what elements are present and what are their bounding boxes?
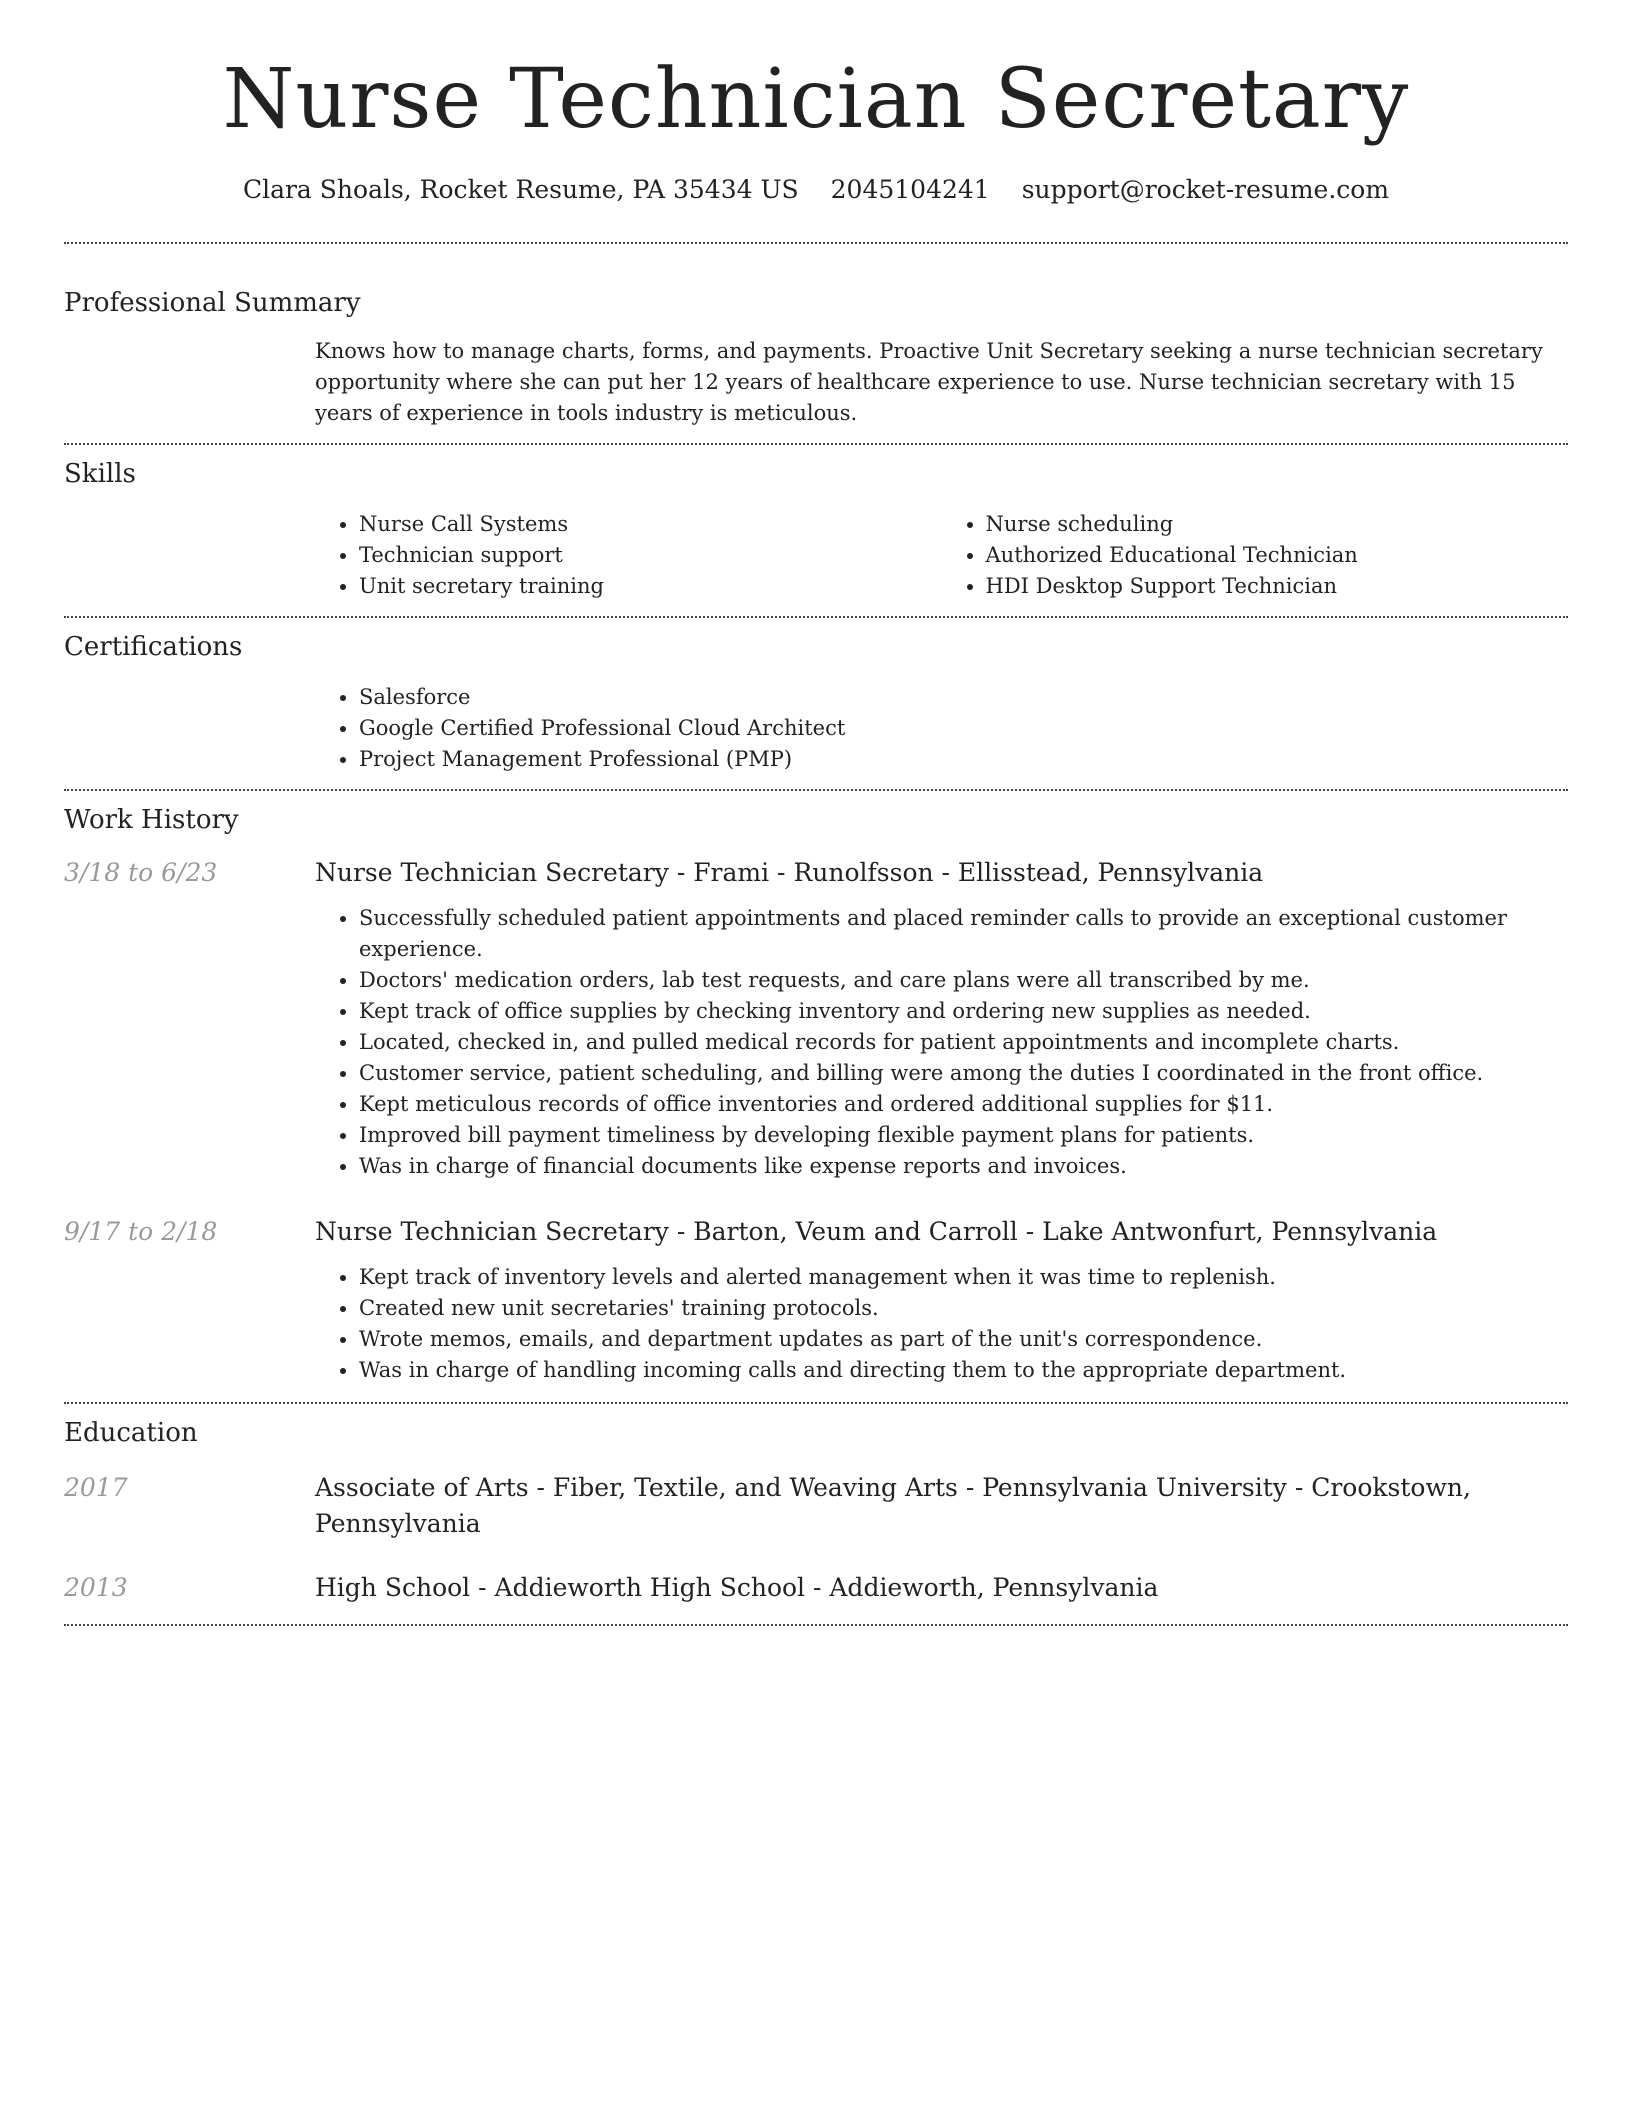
divider [64, 616, 1568, 618]
work-bullet: • Kept meticulous records of office inventories and ordered additional supplies for $11. [359, 1089, 1568, 1120]
work-bullet: • Was in charge of handling incoming calls and directing them to the appropriate department. [359, 1355, 1568, 1386]
work-bullet: • Created new unit secretaries' training protocols. [359, 1293, 1568, 1324]
skill-item: • Unit secretary training [359, 571, 942, 602]
work-bullet: • Customer service, patient scheduling, and billing were among the duties I coordinated in the front office. [359, 1058, 1568, 1089]
contact-phone: 2045104241 [830, 175, 990, 204]
education-year: 2017 [64, 1473, 128, 1502]
work-heading: Nurse Technician Secretary - Barton, Veum and Carroll - Lake Antwonfurt, Pennsylvania [315, 1217, 1438, 1246]
work-bullet: • Improved bill payment timeliness by developing flexible payment plans for patients. [359, 1120, 1568, 1151]
skills-column-left [315, 509, 942, 602]
divider [64, 789, 1568, 791]
section-title-certifications: Certifications [64, 632, 243, 662]
education-entry [64, 1570, 1568, 1606]
section-title-skills: Skills [64, 459, 136, 489]
work-history-section [64, 803, 1568, 1386]
education-entry [64, 1470, 1568, 1542]
resume-header [64, 0, 1568, 208]
work-bullet: • Located, checked in, and pulled medical records for patient appointments and incomplete charts. [359, 1027, 1568, 1058]
work-bullet: • Kept track of office supplies by checking inventory and ordering new supplies as needed. [359, 996, 1568, 1027]
resume-name: Nurse Technician Secretary [222, 52, 1410, 147]
education-section [64, 1416, 1568, 1606]
work-entry [64, 855, 1568, 1182]
work-bullets [315, 903, 1568, 1182]
certification-item: • Salesforce [359, 682, 1568, 713]
section-title-summary: Professional Summary [64, 288, 361, 318]
contact-email[interactable]: support@rocket-resume.com [1021, 175, 1390, 204]
divider [64, 1402, 1568, 1404]
skill-item: • Authorized Educational Technician [986, 540, 1569, 571]
skills-section [64, 457, 1568, 602]
certifications-list [315, 682, 1568, 775]
summary-text: Knows how to manage charts, forms, and payments. Proactive Unit Secretary seeking a nurse technician secretary opportunity where she can put her 12 years of healthcare experience to use. Nurse technician secretary with 15 years of experience in tools industry is meticulous. [315, 339, 1543, 425]
divider [64, 242, 1568, 244]
education-heading: High School - Addieworth High School - Addieworth, Pennsylvania [315, 1573, 1159, 1602]
skill-item: • HDI Desktop Support Technician [986, 571, 1569, 602]
summary-section [64, 286, 1568, 429]
work-heading: Nurse Technician Secretary - Frami - Runolfsson - Ellisstead, Pennsylvania [315, 858, 1264, 887]
certifications-section [64, 630, 1568, 775]
work-dates: 3/18 to 6/23 [64, 858, 218, 887]
contact-address: Clara Shoals, Rocket Resume, PA 35434 US [242, 175, 799, 204]
section-title-education: Education [64, 1418, 198, 1448]
work-entry [64, 1214, 1568, 1386]
skill-item: • Technician support [359, 540, 942, 571]
contact-line [64, 172, 1568, 208]
certification-item: • Google Certified Professional Cloud Architect [359, 713, 1568, 744]
skills-list [315, 509, 1568, 602]
work-bullet: • Kept track of inventory levels and alerted management when it was time to replenish. [359, 1262, 1568, 1293]
section-title-work-history: Work History [64, 805, 239, 835]
work-bullet: • Was in charge of financial documents like expense reports and invoices. [359, 1151, 1568, 1182]
skill-item: • Nurse scheduling [986, 509, 1569, 540]
work-bullets [315, 1262, 1568, 1386]
work-bullet: • Doctors' medication orders, lab test requests, and care plans were all transcribed by me. [359, 965, 1568, 996]
certification-item: • Project Management Professional (PMP) [359, 744, 1568, 775]
work-bullet: • Successfully scheduled patient appointments and placed reminder calls to provide an exceptional customer experience. [359, 903, 1568, 965]
education-heading: Associate of Arts - Fiber, Textile, and Weaving Arts - Pennsylvania University - Crookstown, Pennsylvania [315, 1473, 1471, 1538]
education-year: 2013 [64, 1573, 128, 1602]
work-bullet: • Wrote memos, emails, and department updates as part of the unit's correspondence. [359, 1324, 1568, 1355]
skills-column-right [942, 509, 1569, 602]
skill-item: • Nurse Call Systems [359, 509, 942, 540]
divider [64, 443, 1568, 445]
work-dates: 9/17 to 2/18 [64, 1217, 218, 1246]
divider [64, 1624, 1568, 1626]
